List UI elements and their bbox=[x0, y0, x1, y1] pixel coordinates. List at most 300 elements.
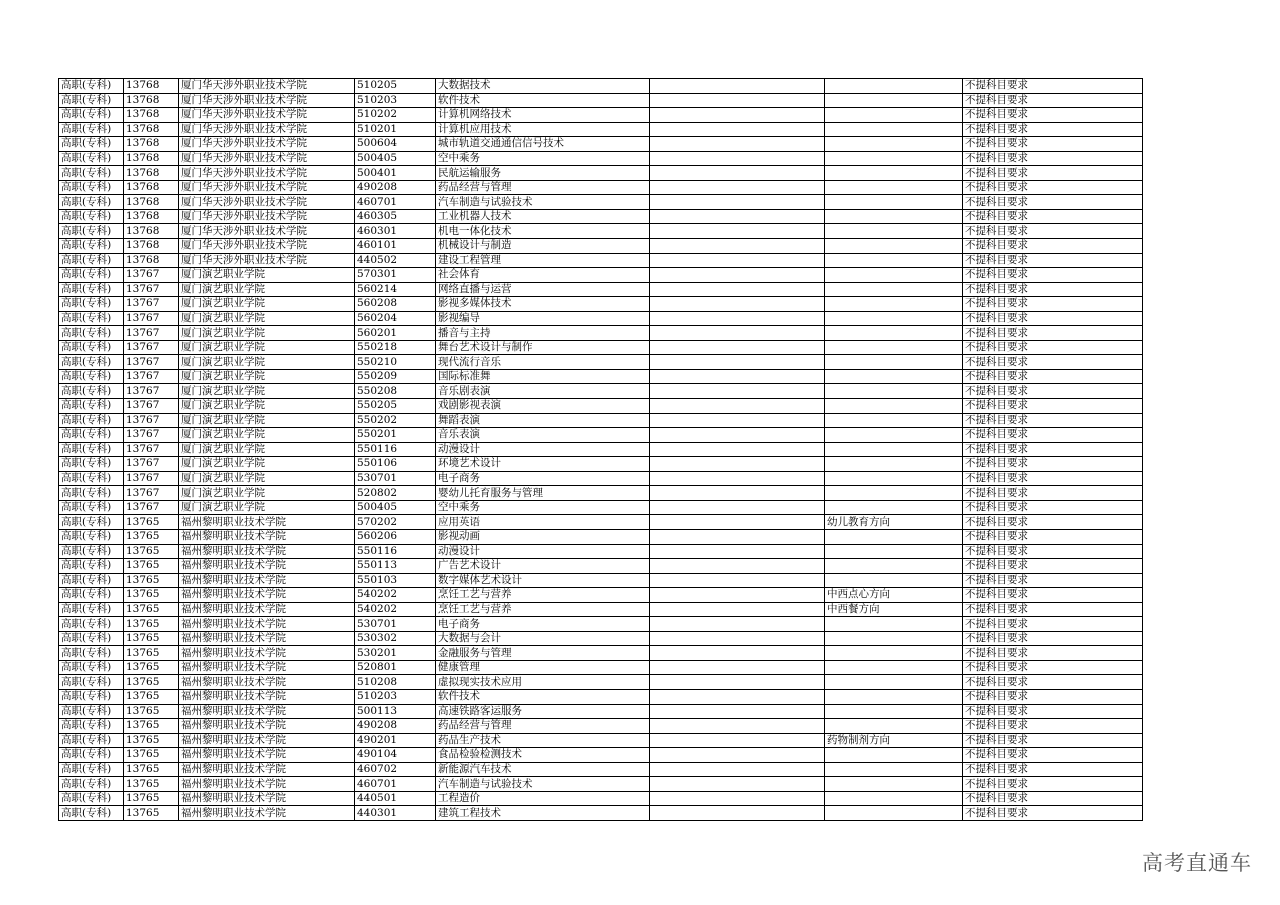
table-row bbox=[59, 457, 1143, 472]
table-row bbox=[59, 602, 1143, 617]
school-name-cell: 厦门演艺职业学院 bbox=[179, 369, 355, 384]
school-name-cell: 厦门演艺职业学院 bbox=[179, 282, 355, 297]
major-name-cell: 建设工程管理 bbox=[436, 253, 650, 268]
major-code-cell: 560206 bbox=[355, 529, 436, 544]
level-cell: 高职(专科) bbox=[59, 602, 124, 617]
level-cell: 高职(专科) bbox=[59, 268, 124, 283]
level-cell: 高职(专科) bbox=[59, 704, 124, 719]
direction-cell bbox=[825, 704, 963, 719]
school-code-cell: 13768 bbox=[124, 253, 179, 268]
note-cell bbox=[650, 137, 825, 152]
major-code-cell: 520801 bbox=[355, 660, 436, 675]
table-row bbox=[59, 515, 1143, 530]
table-row bbox=[59, 268, 1143, 283]
direction-cell bbox=[825, 413, 963, 428]
note-cell bbox=[650, 253, 825, 268]
table-row bbox=[59, 108, 1143, 123]
level-cell: 高职(专科) bbox=[59, 369, 124, 384]
major-name-cell: 影视多媒体技术 bbox=[436, 297, 650, 312]
note-cell bbox=[650, 166, 825, 181]
major-code-cell: 560201 bbox=[355, 326, 436, 341]
direction-cell bbox=[825, 748, 963, 763]
school-code-cell: 13765 bbox=[124, 719, 179, 734]
school-code-cell: 13767 bbox=[124, 282, 179, 297]
direction-cell bbox=[825, 326, 963, 341]
major-code-cell: 460101 bbox=[355, 239, 436, 254]
major-code-cell: 510203 bbox=[355, 689, 436, 704]
major-name-cell: 动漫设计 bbox=[436, 544, 650, 559]
school-code-cell: 13768 bbox=[124, 93, 179, 108]
table-row bbox=[59, 326, 1143, 341]
major-name-cell: 影视动画 bbox=[436, 529, 650, 544]
direction-cell bbox=[825, 369, 963, 384]
direction-cell bbox=[825, 442, 963, 457]
note-cell bbox=[650, 369, 825, 384]
direction-cell bbox=[825, 340, 963, 355]
subject-requirement-cell: 不提科目要求 bbox=[963, 79, 1143, 94]
note-cell bbox=[650, 777, 825, 792]
school-code-cell: 13767 bbox=[124, 457, 179, 472]
table-row bbox=[59, 239, 1143, 254]
table-row bbox=[59, 573, 1143, 588]
direction-cell bbox=[825, 224, 963, 239]
level-cell: 高职(专科) bbox=[59, 79, 124, 94]
subject-requirement-cell: 不提科目要求 bbox=[963, 384, 1143, 399]
major-name-cell: 音乐表演 bbox=[436, 428, 650, 443]
subject-requirement-cell: 不提科目要求 bbox=[963, 93, 1143, 108]
note-cell bbox=[650, 675, 825, 690]
direction-cell: 幼儿教育方向 bbox=[825, 515, 963, 530]
note-cell bbox=[650, 704, 825, 719]
school-name-cell: 厦门华天涉外职业技术学院 bbox=[179, 151, 355, 166]
school-name-cell: 福州黎明职业技术学院 bbox=[179, 617, 355, 632]
note-cell bbox=[650, 471, 825, 486]
subject-requirement-cell: 不提科目要求 bbox=[963, 355, 1143, 370]
note-cell bbox=[650, 806, 825, 821]
direction-cell bbox=[825, 719, 963, 734]
school-name-cell: 厦门演艺职业学院 bbox=[179, 311, 355, 326]
major-name-cell: 大数据技术 bbox=[436, 79, 650, 94]
level-cell: 高职(专科) bbox=[59, 471, 124, 486]
school-code-cell: 13767 bbox=[124, 486, 179, 501]
direction-cell: 中西点心方向 bbox=[825, 588, 963, 603]
school-name-cell: 厦门华天涉外职业技术学院 bbox=[179, 137, 355, 152]
direction-cell bbox=[825, 253, 963, 268]
level-cell: 高职(专科) bbox=[59, 486, 124, 501]
major-code-cell: 490201 bbox=[355, 733, 436, 748]
level-cell: 高职(专科) bbox=[59, 93, 124, 108]
school-name-cell: 福州黎明职业技术学院 bbox=[179, 602, 355, 617]
school-name-cell: 厦门演艺职业学院 bbox=[179, 457, 355, 472]
major-name-cell: 软件技术 bbox=[436, 93, 650, 108]
direction-cell bbox=[825, 79, 963, 94]
direction-cell bbox=[825, 471, 963, 486]
school-code-cell: 13767 bbox=[124, 399, 179, 414]
direction-cell bbox=[825, 660, 963, 675]
direction-cell: 药物制剂方向 bbox=[825, 733, 963, 748]
level-cell: 高职(专科) bbox=[59, 748, 124, 763]
level-cell: 高职(专科) bbox=[59, 340, 124, 355]
major-code-cell: 550116 bbox=[355, 544, 436, 559]
level-cell: 高职(专科) bbox=[59, 617, 124, 632]
school-code-cell: 13768 bbox=[124, 122, 179, 137]
school-code-cell: 13767 bbox=[124, 326, 179, 341]
major-name-cell: 建筑工程技术 bbox=[436, 806, 650, 821]
subject-requirement-cell: 不提科目要求 bbox=[963, 646, 1143, 661]
level-cell: 高职(专科) bbox=[59, 719, 124, 734]
table-row bbox=[59, 791, 1143, 806]
major-code-cell: 460701 bbox=[355, 195, 436, 210]
subject-requirement-cell: 不提科目要求 bbox=[963, 340, 1143, 355]
table-row bbox=[59, 297, 1143, 312]
note-cell bbox=[650, 457, 825, 472]
level-cell: 高职(专科) bbox=[59, 326, 124, 341]
level-cell: 高职(专科) bbox=[59, 151, 124, 166]
school-code-cell: 13767 bbox=[124, 442, 179, 457]
subject-requirement-cell: 不提科目要求 bbox=[963, 806, 1143, 821]
school-code-cell: 13765 bbox=[124, 544, 179, 559]
subject-requirement-cell: 不提科目要求 bbox=[963, 515, 1143, 530]
major-code-cell: 510202 bbox=[355, 108, 436, 123]
subject-requirement-cell: 不提科目要求 bbox=[963, 689, 1143, 704]
subject-requirement-cell: 不提科目要求 bbox=[963, 137, 1143, 152]
table-row bbox=[59, 122, 1143, 137]
major-code-cell: 520802 bbox=[355, 486, 436, 501]
school-code-cell: 13768 bbox=[124, 137, 179, 152]
school-name-cell: 福州黎明职业技术学院 bbox=[179, 559, 355, 574]
major-code-cell: 550116 bbox=[355, 442, 436, 457]
subject-requirement-cell: 不提科目要求 bbox=[963, 122, 1143, 137]
table-row bbox=[59, 806, 1143, 821]
note-cell bbox=[650, 79, 825, 94]
school-name-cell: 厦门演艺职业学院 bbox=[179, 428, 355, 443]
major-code-cell: 550202 bbox=[355, 413, 436, 428]
school-name-cell: 福州黎明职业技术学院 bbox=[179, 777, 355, 792]
subject-requirement-cell: 不提科目要求 bbox=[963, 762, 1143, 777]
table-row bbox=[59, 762, 1143, 777]
subject-requirement-cell: 不提科目要求 bbox=[963, 282, 1143, 297]
level-cell: 高职(专科) bbox=[59, 515, 124, 530]
direction-cell bbox=[825, 122, 963, 137]
major-code-cell: 560214 bbox=[355, 282, 436, 297]
subject-requirement-cell: 不提科目要求 bbox=[963, 166, 1143, 181]
direction-cell bbox=[825, 108, 963, 123]
major-code-cell: 440501 bbox=[355, 791, 436, 806]
level-cell: 高职(专科) bbox=[59, 442, 124, 457]
level-cell: 高职(专科) bbox=[59, 253, 124, 268]
school-name-cell: 福州黎明职业技术学院 bbox=[179, 733, 355, 748]
school-name-cell: 福州黎明职业技术学院 bbox=[179, 806, 355, 821]
table-row bbox=[59, 369, 1143, 384]
subject-requirement-cell: 不提科目要求 bbox=[963, 224, 1143, 239]
major-code-cell: 530701 bbox=[355, 617, 436, 632]
table-row bbox=[59, 384, 1143, 399]
note-cell bbox=[650, 413, 825, 428]
major-name-cell: 高速铁路客运服务 bbox=[436, 704, 650, 719]
major-code-cell: 570202 bbox=[355, 515, 436, 530]
major-code-cell: 530701 bbox=[355, 471, 436, 486]
major-code-cell: 500604 bbox=[355, 137, 436, 152]
school-name-cell: 福州黎明职业技术学院 bbox=[179, 529, 355, 544]
subject-requirement-cell: 不提科目要求 bbox=[963, 777, 1143, 792]
level-cell: 高职(专科) bbox=[59, 457, 124, 472]
note-cell bbox=[650, 529, 825, 544]
level-cell: 高职(专科) bbox=[59, 399, 124, 414]
school-code-cell: 13767 bbox=[124, 384, 179, 399]
school-code-cell: 13765 bbox=[124, 660, 179, 675]
school-code-cell: 13768 bbox=[124, 180, 179, 195]
major-name-cell: 工程造价 bbox=[436, 791, 650, 806]
school-name-cell: 厦门华天涉外职业技术学院 bbox=[179, 79, 355, 94]
level-cell: 高职(专科) bbox=[59, 137, 124, 152]
subject-requirement-cell: 不提科目要求 bbox=[963, 631, 1143, 646]
note-cell bbox=[650, 602, 825, 617]
school-name-cell: 福州黎明职业技术学院 bbox=[179, 631, 355, 646]
school-code-cell: 13767 bbox=[124, 311, 179, 326]
major-name-cell: 工业机器人技术 bbox=[436, 209, 650, 224]
level-cell: 高职(专科) bbox=[59, 355, 124, 370]
admission-table bbox=[58, 78, 1143, 821]
school-name-cell: 厦门演艺职业学院 bbox=[179, 442, 355, 457]
note-cell bbox=[650, 748, 825, 763]
school-name-cell: 福州黎明职业技术学院 bbox=[179, 588, 355, 603]
major-name-cell: 国际标准舞 bbox=[436, 369, 650, 384]
major-name-cell: 新能源汽车技术 bbox=[436, 762, 650, 777]
table-row bbox=[59, 166, 1143, 181]
table-body bbox=[59, 79, 1143, 821]
watermark-text: 高考直通车 bbox=[1142, 851, 1252, 875]
table-row bbox=[59, 428, 1143, 443]
table-row bbox=[59, 486, 1143, 501]
school-name-cell: 厦门演艺职业学院 bbox=[179, 413, 355, 428]
direction-cell bbox=[825, 559, 963, 574]
direction-cell: 中西餐方向 bbox=[825, 602, 963, 617]
note-cell bbox=[650, 297, 825, 312]
school-name-cell: 厦门演艺职业学院 bbox=[179, 355, 355, 370]
note-cell bbox=[650, 631, 825, 646]
school-name-cell: 福州黎明职业技术学院 bbox=[179, 646, 355, 661]
table-row bbox=[59, 471, 1143, 486]
school-code-cell: 13765 bbox=[124, 515, 179, 530]
level-cell: 高职(专科) bbox=[59, 544, 124, 559]
major-code-cell: 510201 bbox=[355, 122, 436, 137]
direction-cell bbox=[825, 166, 963, 181]
subject-requirement-cell: 不提科目要求 bbox=[963, 704, 1143, 719]
note-cell bbox=[650, 326, 825, 341]
subject-requirement-cell: 不提科目要求 bbox=[963, 588, 1143, 603]
direction-cell bbox=[825, 297, 963, 312]
level-cell: 高职(专科) bbox=[59, 282, 124, 297]
major-code-cell: 550106 bbox=[355, 457, 436, 472]
subject-requirement-cell: 不提科目要求 bbox=[963, 413, 1143, 428]
direction-cell bbox=[825, 209, 963, 224]
subject-requirement-cell: 不提科目要求 bbox=[963, 573, 1143, 588]
note-cell bbox=[650, 209, 825, 224]
level-cell: 高职(专科) bbox=[59, 166, 124, 181]
school-name-cell: 福州黎明职业技术学院 bbox=[179, 719, 355, 734]
school-name-cell: 厦门华天涉外职业技术学院 bbox=[179, 224, 355, 239]
table-row bbox=[59, 719, 1143, 734]
direction-cell bbox=[825, 384, 963, 399]
table-row bbox=[59, 660, 1143, 675]
direction-cell bbox=[825, 777, 963, 792]
major-code-cell: 460305 bbox=[355, 209, 436, 224]
direction-cell bbox=[825, 486, 963, 501]
direction-cell bbox=[825, 573, 963, 588]
school-code-cell: 13768 bbox=[124, 151, 179, 166]
note-cell bbox=[650, 559, 825, 574]
level-cell: 高职(专科) bbox=[59, 384, 124, 399]
school-code-cell: 13768 bbox=[124, 195, 179, 210]
table-row bbox=[59, 195, 1143, 210]
note-cell bbox=[650, 442, 825, 457]
school-name-cell: 厦门华天涉外职业技术学院 bbox=[179, 122, 355, 137]
subject-requirement-cell: 不提科目要求 bbox=[963, 195, 1143, 210]
note-cell bbox=[650, 384, 825, 399]
major-name-cell: 药品经营与管理 bbox=[436, 719, 650, 734]
school-name-cell: 厦门华天涉外职业技术学院 bbox=[179, 239, 355, 254]
note-cell bbox=[650, 311, 825, 326]
major-name-cell: 健康管理 bbox=[436, 660, 650, 675]
note-cell bbox=[650, 617, 825, 632]
school-code-cell: 13765 bbox=[124, 617, 179, 632]
subject-requirement-cell: 不提科目要求 bbox=[963, 253, 1143, 268]
table-row bbox=[59, 399, 1143, 414]
note-cell bbox=[650, 719, 825, 734]
school-code-cell: 13767 bbox=[124, 413, 179, 428]
level-cell: 高职(专科) bbox=[59, 180, 124, 195]
school-code-cell: 13765 bbox=[124, 689, 179, 704]
note-cell bbox=[650, 500, 825, 515]
note-cell bbox=[650, 282, 825, 297]
level-cell: 高职(专科) bbox=[59, 689, 124, 704]
school-name-cell: 厦门演艺职业学院 bbox=[179, 486, 355, 501]
table-row bbox=[59, 689, 1143, 704]
school-code-cell: 13767 bbox=[124, 369, 179, 384]
school-code-cell: 13768 bbox=[124, 239, 179, 254]
direction-cell bbox=[825, 268, 963, 283]
school-name-cell: 厦门华天涉外职业技术学院 bbox=[179, 195, 355, 210]
level-cell: 高职(专科) bbox=[59, 675, 124, 690]
major-name-cell: 影视编导 bbox=[436, 311, 650, 326]
level-cell: 高职(专科) bbox=[59, 762, 124, 777]
school-code-cell: 13765 bbox=[124, 806, 179, 821]
major-name-cell: 食品检验检测技术 bbox=[436, 748, 650, 763]
school-code-cell: 13765 bbox=[124, 631, 179, 646]
major-name-cell: 播音与主持 bbox=[436, 326, 650, 341]
school-code-cell: 13765 bbox=[124, 529, 179, 544]
subject-requirement-cell: 不提科目要求 bbox=[963, 151, 1143, 166]
school-name-cell: 厦门演艺职业学院 bbox=[179, 471, 355, 486]
major-name-cell: 数字媒体艺术设计 bbox=[436, 573, 650, 588]
major-code-cell: 500405 bbox=[355, 500, 436, 515]
major-name-cell: 音乐剧表演 bbox=[436, 384, 650, 399]
school-code-cell: 13765 bbox=[124, 559, 179, 574]
direction-cell bbox=[825, 282, 963, 297]
subject-requirement-cell: 不提科目要求 bbox=[963, 180, 1143, 195]
note-cell bbox=[650, 224, 825, 239]
school-name-cell: 福州黎明职业技术学院 bbox=[179, 573, 355, 588]
major-name-cell: 空中乘务 bbox=[436, 151, 650, 166]
major-name-cell: 城市轨道交通通信信号技术 bbox=[436, 137, 650, 152]
school-code-cell: 13765 bbox=[124, 675, 179, 690]
school-code-cell: 13765 bbox=[124, 733, 179, 748]
major-code-cell: 460301 bbox=[355, 224, 436, 239]
major-name-cell: 计算机应用技术 bbox=[436, 122, 650, 137]
school-name-cell: 厦门演艺职业学院 bbox=[179, 500, 355, 515]
major-name-cell: 广告艺术设计 bbox=[436, 559, 650, 574]
school-name-cell: 厦门演艺职业学院 bbox=[179, 297, 355, 312]
note-cell bbox=[650, 791, 825, 806]
major-code-cell: 560204 bbox=[355, 311, 436, 326]
school-name-cell: 厦门华天涉外职业技术学院 bbox=[179, 209, 355, 224]
subject-requirement-cell: 不提科目要求 bbox=[963, 369, 1143, 384]
major-name-cell: 计算机网络技术 bbox=[436, 108, 650, 123]
major-name-cell: 婴幼儿托育服务与管理 bbox=[436, 486, 650, 501]
major-code-cell: 550205 bbox=[355, 399, 436, 414]
major-name-cell: 网络直播与运营 bbox=[436, 282, 650, 297]
level-cell: 高职(专科) bbox=[59, 108, 124, 123]
level-cell: 高职(专科) bbox=[59, 791, 124, 806]
level-cell: 高职(专科) bbox=[59, 777, 124, 792]
subject-requirement-cell: 不提科目要求 bbox=[963, 239, 1143, 254]
note-cell bbox=[650, 486, 825, 501]
note-cell bbox=[650, 340, 825, 355]
level-cell: 高职(专科) bbox=[59, 733, 124, 748]
direction-cell bbox=[825, 617, 963, 632]
direction-cell bbox=[825, 311, 963, 326]
subject-requirement-cell: 不提科目要求 bbox=[963, 660, 1143, 675]
major-name-cell: 烹饪工艺与营养 bbox=[436, 588, 650, 603]
major-name-cell: 应用英语 bbox=[436, 515, 650, 530]
level-cell: 高职(专科) bbox=[59, 806, 124, 821]
direction-cell bbox=[825, 544, 963, 559]
subject-requirement-cell: 不提科目要求 bbox=[963, 428, 1143, 443]
note-cell bbox=[650, 733, 825, 748]
level-cell: 高职(专科) bbox=[59, 631, 124, 646]
level-cell: 高职(专科) bbox=[59, 559, 124, 574]
school-code-cell: 13765 bbox=[124, 602, 179, 617]
table-row bbox=[59, 137, 1143, 152]
school-name-cell: 福州黎明职业技术学院 bbox=[179, 704, 355, 719]
direction-cell bbox=[825, 529, 963, 544]
school-code-cell: 13768 bbox=[124, 79, 179, 94]
school-name-cell: 厦门华天涉外职业技术学院 bbox=[179, 166, 355, 181]
subject-requirement-cell: 不提科目要求 bbox=[963, 559, 1143, 574]
major-name-cell: 汽车制造与试验技术 bbox=[436, 777, 650, 792]
note-cell bbox=[650, 646, 825, 661]
subject-requirement-cell: 不提科目要求 bbox=[963, 602, 1143, 617]
direction-cell bbox=[825, 500, 963, 515]
major-name-cell: 药品经营与管理 bbox=[436, 180, 650, 195]
direction-cell bbox=[825, 806, 963, 821]
level-cell: 高职(专科) bbox=[59, 297, 124, 312]
major-code-cell: 490208 bbox=[355, 180, 436, 195]
school-name-cell: 福州黎明职业技术学院 bbox=[179, 791, 355, 806]
table-row bbox=[59, 93, 1143, 108]
note-cell bbox=[650, 515, 825, 530]
table-row bbox=[59, 559, 1143, 574]
subject-requirement-cell: 不提科目要求 bbox=[963, 471, 1143, 486]
major-name-cell: 金融服务与管理 bbox=[436, 646, 650, 661]
table-row bbox=[59, 413, 1143, 428]
level-cell: 高职(专科) bbox=[59, 500, 124, 515]
direction-cell bbox=[825, 180, 963, 195]
school-name-cell: 厦门演艺职业学院 bbox=[179, 399, 355, 414]
level-cell: 高职(专科) bbox=[59, 529, 124, 544]
major-name-cell: 环境艺术设计 bbox=[436, 457, 650, 472]
school-name-cell: 厦门演艺职业学院 bbox=[179, 340, 355, 355]
